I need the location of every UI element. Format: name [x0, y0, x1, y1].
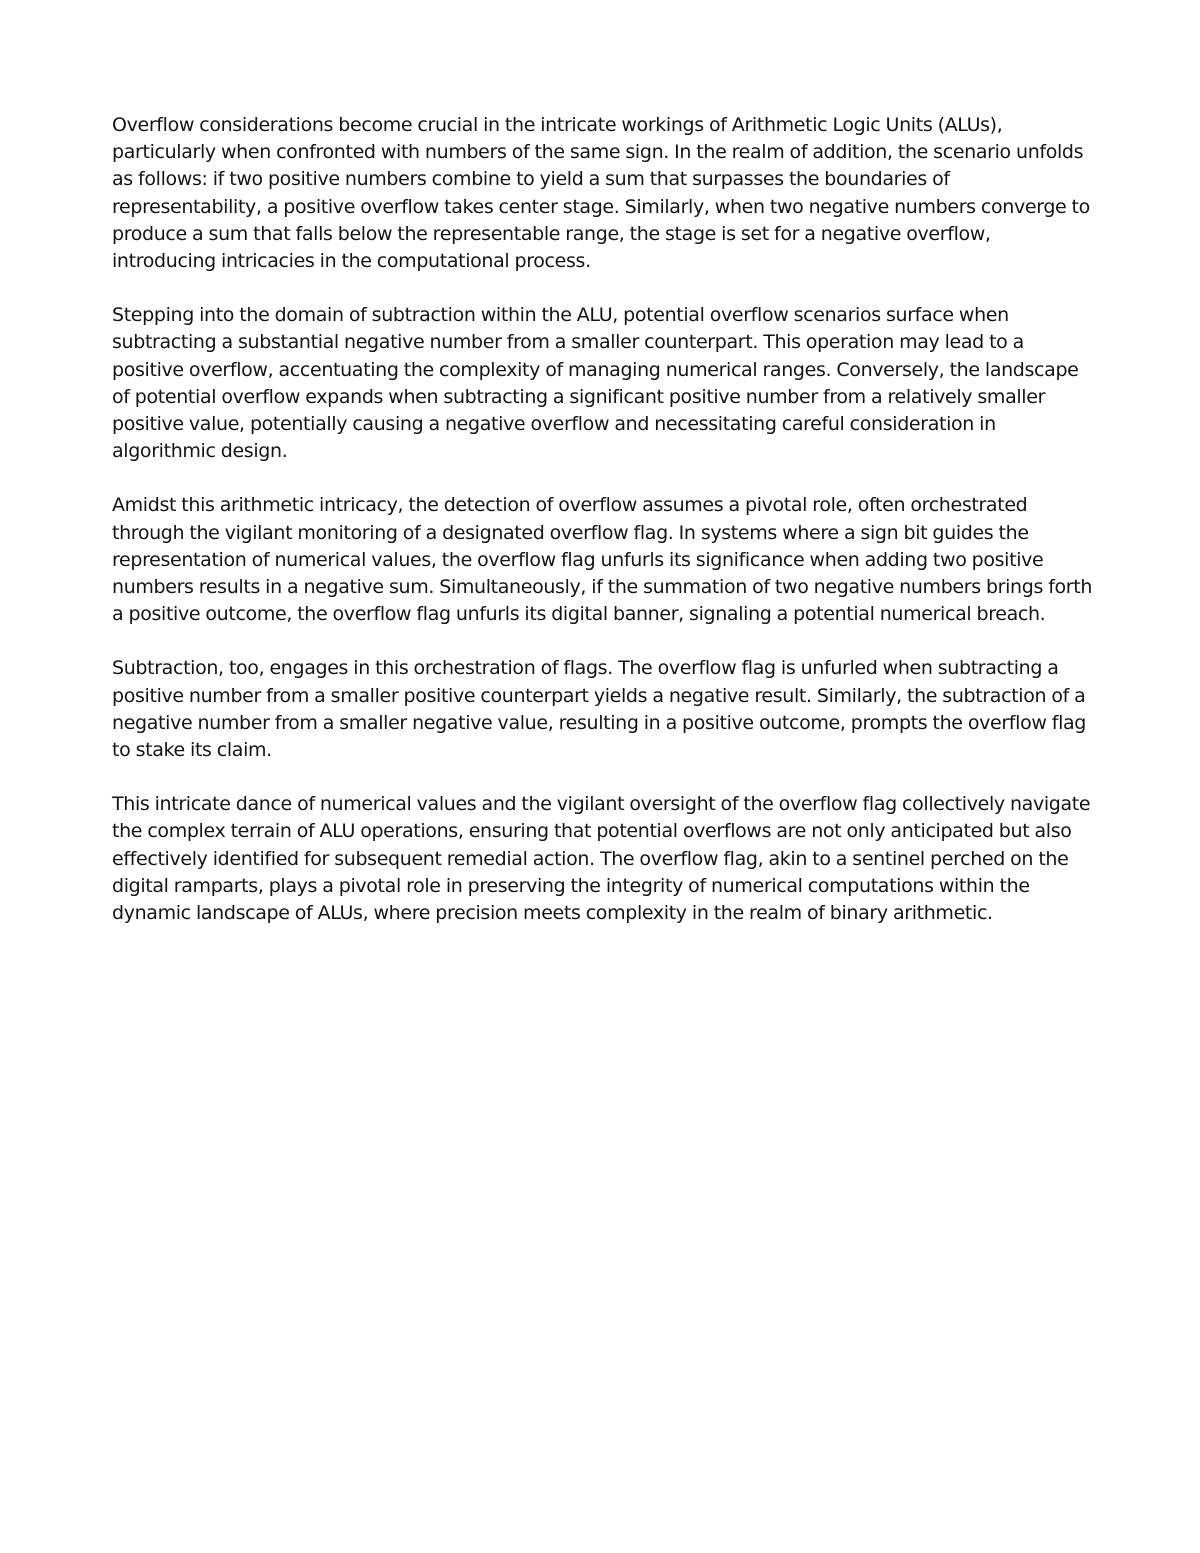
- paragraph-subtraction-flags: Subtraction, too, engages in this orchestration of flags. The overflow flag is unfurled when subtracting a positive number from a smaller positive counterpart yields a negative result. Similarly, the subtraction of a negative number from a smaller negative value, resulting in a positive outcome, prompts the overflow flag to stake its claim.: [112, 657, 1086, 762]
- paragraph-addition-overflow: Overflow considerations become crucial in the intricate workings of Arithmetic Logic Units (ALUs), particularly when confronted with numbers of the same sign. In the realm of addition, the scenario unfolds as follows: if two positive numbers combine to yield a sum that surpasses the boundaries of representability, a positive overflow takes center stage. Similarly, when two negative numbers converge to produce a sum that falls below the representable range, the stage is set for a negative overflow, introducing intricacies in the computational process.: [112, 114, 1090, 273]
- paragraph-conclusion: This intricate dance of numerical values and the vigilant oversight of the overflow flag collectively navigate the complex terrain of ALU operations, ensuring that potential overflows are not only anticipated but also effectively identified for subsequent remedial action. The overflow flag, akin to a sentinel perched on the digital ramparts, plays a pivotal role in preserving the integrity of numerical computations within the dynamic landscape of ALUs, where precision meets complexity in the realm of binary arithmetic.: [112, 793, 1091, 925]
- paragraph-subtraction-overflow: Stepping into the domain of subtraction within the ALU, potential overflow scenarios surface when subtracting a substantial negative number from a smaller counterpart. This operation may lead to a positive overflow, accentuating the complexity of managing numerical ranges. Conversely, the landscape of potential overflow expands when subtracting a significant positive number from a relatively smaller positive value, potentially causing a negative overflow and necessitating careful consideration in algorithmic design.: [112, 304, 1079, 463]
- document-body: [112, 112, 1097, 954]
- paragraph-overflow-detection: Amidst this arithmetic intricacy, the detection of overflow assumes a pivotal role, often orchestrated through the vigilant monitoring of a designated overflow flag. In systems where a sign bit guides the representation of numerical values, the overflow flag unfurls its significance when adding two positive numbers results in a negative sum. Simultaneously, if the summation of two negative numbers brings forth a positive outcome, the overflow flag unfurls its digital banner, signaling a potential numerical breach.: [112, 494, 1093, 626]
